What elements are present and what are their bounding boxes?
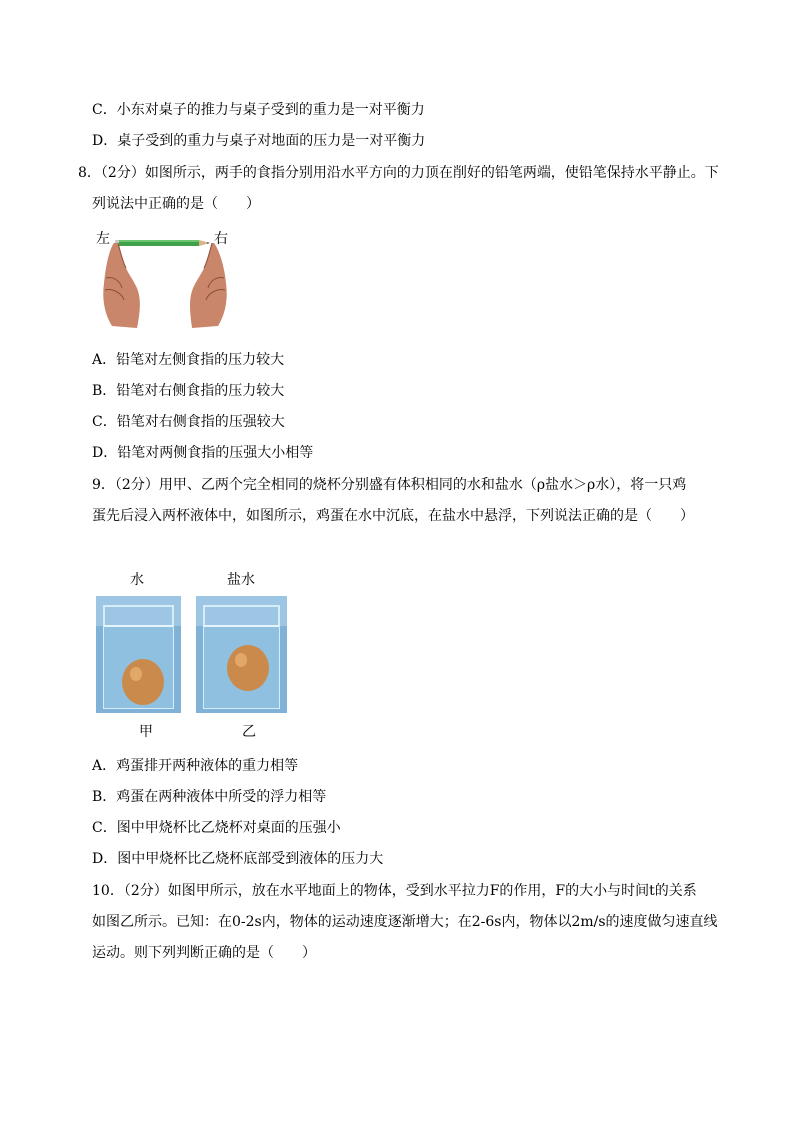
q8-option-b: B．铅笔对右侧食指的压力较大 [92, 383, 285, 399]
q9-option-a: A．鸡蛋排开两种液体的重力相等 [92, 758, 299, 774]
q9-stem-line1: 9．（2分）用甲、乙两个完全相同的烧杯分别盛有体积相同的水和盐水（ρ盐水＞ρ水），将一只鸡 [92, 477, 687, 493]
q8-stem-line1: 8．（2分）如图所示，两手的食指分别用沿水平方向的力顶在削好的铅笔两端，使铅笔保持水平静止。下 [78, 165, 719, 181]
q9-stem-line2: 蛋先后浸入两杯液体中，如图所示，鸡蛋在水中沉底，在盐水中悬浮，下列说法正确的是（ ） [92, 508, 694, 524]
q9-option-d: D．图中甲烧杯比乙烧杯底部受到液体的压力大 [92, 851, 384, 867]
beaker-label-yi: 乙 [242, 724, 256, 740]
q10-stem-line1: 10．（2分）如图甲所示，放在水平地面上的物体，受到水平拉力F的作用，F的大小与时间t的关系 [92, 883, 697, 899]
egg-sunk [122, 659, 164, 705]
q10-stem-line2: 如图乙所示。已知：在0-2s内，物体的运动速度逐渐增大；在2-6s内，物体以2m/s的速度做匀速直线 [92, 914, 718, 930]
beaker-yi [196, 596, 287, 713]
q9-option-c: C．图中甲烧杯比乙烧杯对桌面的压强小 [92, 820, 341, 836]
figure-label-left: 左 [96, 231, 110, 247]
beaker-label-jia: 甲 [139, 724, 153, 740]
beaker-label-saltwater: 盐水 [227, 572, 255, 588]
beaker-label-water: 水 [130, 572, 144, 588]
q10-stem-line3: 运动。则下列判断正确的是（ ） [92, 945, 316, 961]
figure-label-right: 右 [214, 231, 228, 247]
beaker-yi-illustration [196, 596, 287, 713]
q7-option-d: D．桌子受到的重力与桌子对地面的压力是一对平衡力 [92, 133, 426, 149]
q8-option-c: C．铅笔对右侧食指的压强较大 [92, 414, 285, 430]
q8-option-d: D．铅笔对两侧食指的压强大小相等 [92, 445, 314, 461]
egg-suspended [227, 645, 269, 691]
q7-option-c: C．小东对桌子的推力与桌子受到的重力是一对平衡力 [92, 102, 425, 118]
q8-stem-line2: 列说法中正确的是（ ） [92, 196, 260, 212]
q9-option-b: B．鸡蛋在两种液体中所受的浮力相等 [92, 789, 327, 805]
beaker-jia [96, 596, 181, 713]
q8-option-a: A．铅笔对左侧食指的压力较大 [92, 352, 285, 368]
beaker-jia-illustration [96, 596, 181, 713]
